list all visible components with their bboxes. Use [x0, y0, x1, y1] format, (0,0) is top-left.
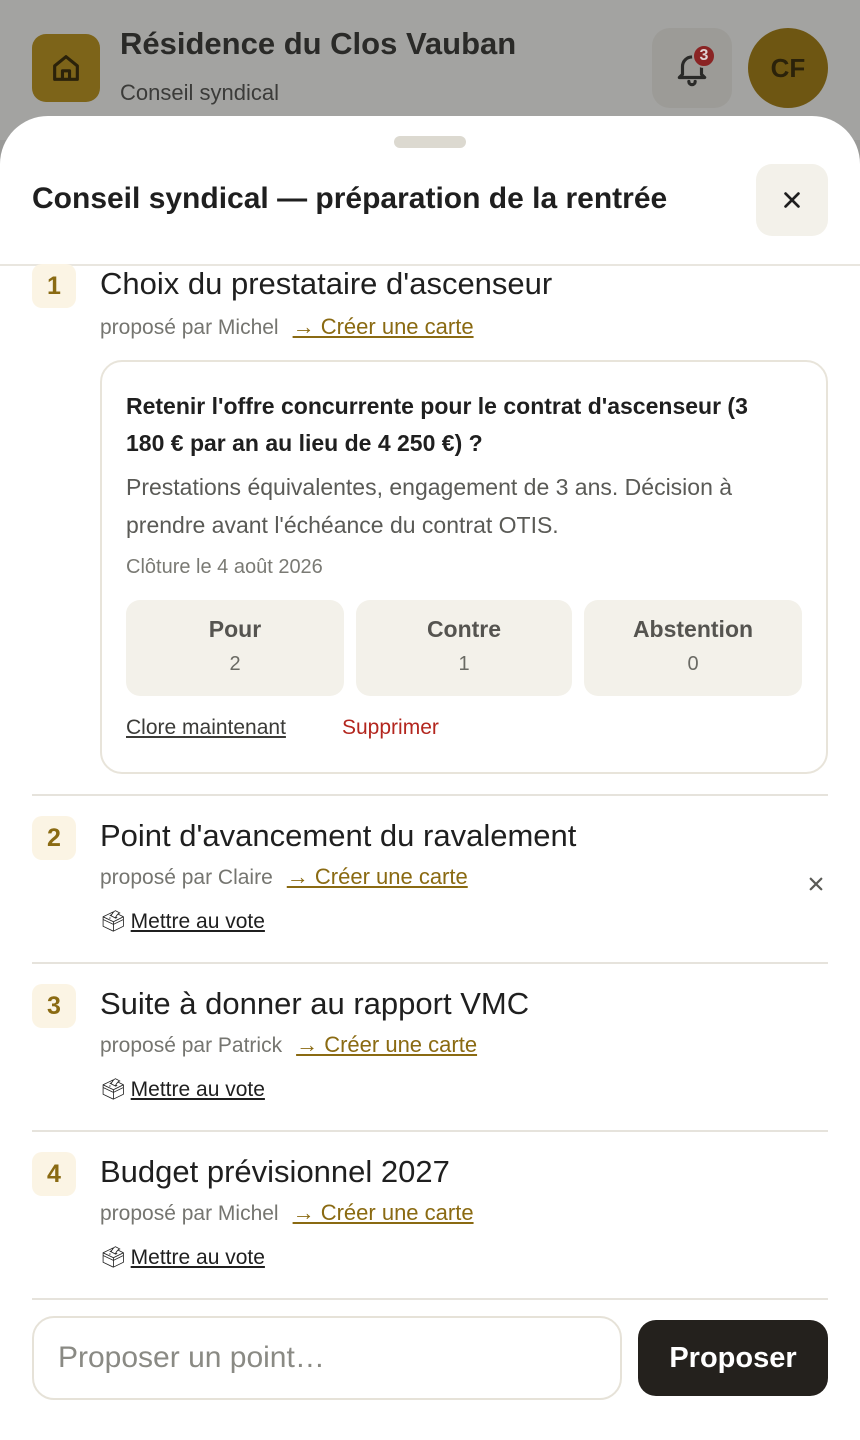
- vote-option-contre[interactable]: [356, 600, 572, 696]
- ballot-box-icon: 🗳: [100, 910, 127, 933]
- app-title: Résidence du Clos Vauban: [120, 26, 517, 61]
- put-to-vote-link[interactable]: [100, 910, 265, 934]
- vote-question: Retenir l'offre concurrente pour le contrat d'ascenseur (3 180 € par an au lieu de 4 250 €) ?: [126, 393, 748, 456]
- propose-point-input[interactable]: [32, 1316, 622, 1400]
- vote-closing-date: Clôture le 4 août 2026: [126, 556, 323, 578]
- create-card-link[interactable]: → Créer une carte: [286, 864, 468, 889]
- item-title: Budget prévisionnel 2027: [100, 1154, 450, 1189]
- put-to-vote-label: Mettre au vote: [130, 1246, 265, 1269]
- notifications-button[interactable]: [652, 28, 732, 108]
- row-divider: [32, 794, 828, 796]
- item-number: 2: [32, 816, 76, 860]
- item-number: 1: [32, 264, 76, 308]
- row-divider: [32, 1130, 828, 1132]
- item-proposer: proposé par Michel: [100, 316, 279, 339]
- vote-option-count: 1: [458, 653, 470, 675]
- put-to-vote-label: Mettre au vote: [130, 910, 265, 933]
- remove-item-button[interactable]: [802, 870, 830, 898]
- vote-description: Prestations équivalentes, engagement de 3 ans. Décision à prendre avant l'échéance du contrat OTIS.: [126, 474, 733, 538]
- ballot-box-icon: 🗳: [100, 1078, 127, 1101]
- home-button[interactable]: [32, 34, 100, 102]
- put-to-vote-link[interactable]: [100, 1078, 265, 1102]
- row-divider: [32, 962, 828, 964]
- home-icon: [49, 51, 83, 85]
- close-vote-link[interactable]: Clore maintenant: [126, 716, 286, 739]
- row-divider: [32, 1298, 828, 1300]
- item-meta: [100, 864, 468, 890]
- item-meta: [100, 1200, 474, 1226]
- vote-option-label: Contre: [426, 616, 502, 642]
- item-meta: [100, 314, 474, 340]
- put-to-vote-label: Mettre au vote: [130, 1078, 265, 1101]
- put-to-vote-link[interactable]: [100, 1246, 265, 1270]
- sheet-grabber[interactable]: [394, 136, 466, 148]
- vote-card: [100, 360, 828, 774]
- notification-badge: 3: [692, 44, 716, 68]
- item-title: Suite à donner au rapport VMC: [100, 986, 530, 1021]
- propose-button[interactable]: Proposer: [638, 1320, 828, 1396]
- create-card-link[interactable]: → Créer une carte: [292, 1200, 474, 1225]
- delete-vote-link[interactable]: Supprimer: [342, 716, 439, 739]
- vote-option-count: 2: [229, 653, 241, 675]
- item-title: Choix du prestataire d'ascenseur: [100, 266, 553, 301]
- item-number: 4: [32, 1152, 76, 1196]
- vote-option-abstention[interactable]: [584, 600, 802, 696]
- app-subtitle: Conseil syndical: [120, 80, 279, 105]
- sheet-title: Conseil syndical — préparation de la rentrée: [32, 182, 668, 215]
- avatar[interactable]: CF: [748, 28, 828, 108]
- vote-option-count: 0: [687, 653, 699, 675]
- vote-option-label: Pour: [208, 616, 262, 642]
- sheet-close-button[interactable]: [756, 164, 828, 236]
- item-meta: [100, 1032, 477, 1058]
- close-icon: [807, 875, 825, 893]
- item-title: Point d'avancement du ravalement: [100, 818, 577, 853]
- item-proposer: proposé par Claire: [100, 866, 273, 889]
- create-card-link[interactable]: → Créer une carte: [296, 1032, 478, 1057]
- item-proposer: proposé par Michel: [100, 1202, 279, 1225]
- vote-option-label: Abstention: [632, 616, 754, 642]
- close-icon: [781, 189, 803, 211]
- create-card-link[interactable]: → Créer une carte: [292, 314, 474, 339]
- agenda-sheet: [0, 116, 860, 1440]
- ballot-box-icon: 🗳: [100, 1246, 127, 1269]
- item-proposer: proposé par Patrick: [100, 1034, 283, 1057]
- vote-option-pour[interactable]: [126, 600, 344, 696]
- item-number: 3: [32, 984, 76, 1028]
